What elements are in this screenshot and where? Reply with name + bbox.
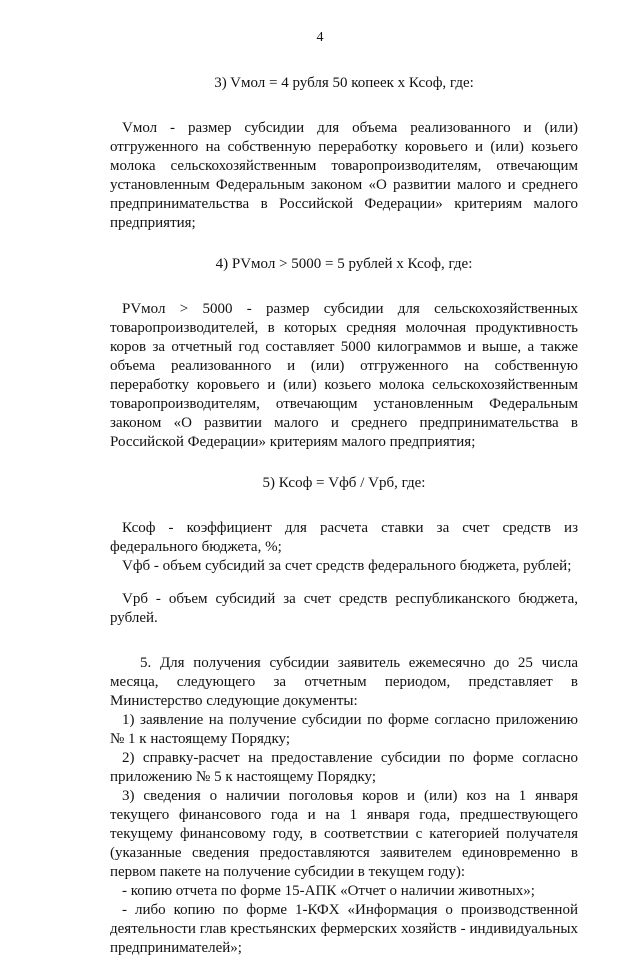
dash-item-2: - либо копию по форме 1-КФХ «Информация о производственной деятельности глав крестьянских фермерских хозяйств - индивидуальных предпринимателей»; <box>110 902 578 956</box>
paragraph-ksof: Ксоф - коэффициент для расчета ставки за счет средств из федерального бюджета, %; <box>110 520 578 555</box>
dash-item-1: - копию отчета по форме 15-АПК «Отчет о наличии животных»; <box>122 883 535 899</box>
formula-3: 3) Vмол = 4 рубля 50 копеек х Ксоф, где: <box>214 75 474 91</box>
paragraph-item-5: 5. Для получения субсидии заявитель ежемесячно до 25 числа месяца, следующего за отчетным периодом, представляет в Министерство следующие документы: <box>110 655 578 709</box>
list-item-3: 3) сведения о наличии поголовья коров и (или) коз на 1 января текущего финансового года и на 1 января года, предшествующего текущему финансовому году, в соответствии с категорией получателя (указанные сведения предоставляются заявителем единовременно в первом пакете на получение субсидии в текущем году): <box>110 788 578 880</box>
paragraph-vrb: Vрб - объем субсидий за счет средств республиканского бюджета, рублей. <box>110 591 578 626</box>
paragraph-vmol: Vмол - размер субсидии для объема реализованного и (или) отгруженного на собственную переработку коровьего и (или) козьего молока сельскохозяйственным товаропроизводителям, отвечающим установленным Федеральным законом «О развитии малого и среднего предпринимательства в Российской Федерации» критериям малого предприятия; <box>110 120 578 231</box>
formula-4: 4) PVмол > 5000 = 5 рублей х Ксоф, где: <box>215 256 473 272</box>
list-item-2: 2) справку-расчет на предоставление субсидии по форме согласно приложению № 5 к настоящему Порядку; <box>110 750 578 785</box>
paragraph-pvmol: PVмол > 5000 - размер субсидии для сельскохозяйственных товаропроизводителей, в которых средняя молочная продуктивность коров за отчетный год составляет 5000 килограммов и выше, а также объема реализованного и (или) отгруженного на собственную переработку коровьего и (или) козьего молока сельскохозяйственным товаропроизводителям, отвечающим установленным Федеральным законом «О развитии малого и среднего предпринимательства в Российской Федерации» критериям малого предприятия; <box>110 301 578 450</box>
formula-5: 5) Ксоф = Vфб / Vрб, где: <box>262 475 426 491</box>
paragraph-vfb: Vфб - объем субсидий за счет средств федерального бюджета, рублей; <box>122 558 572 574</box>
list-item-1: 1) заявление на получение субсидии по форме согласно приложению № 1 к настоящему Порядку; <box>110 712 578 747</box>
document-body <box>110 60 578 958</box>
page-number: 4 <box>316 30 324 45</box>
